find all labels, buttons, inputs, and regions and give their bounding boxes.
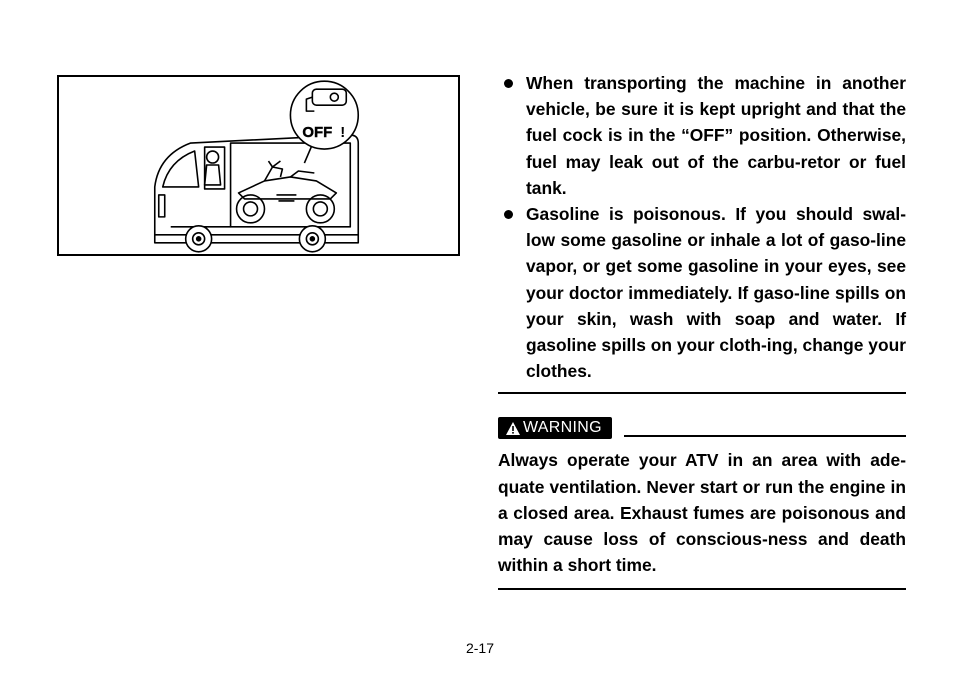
warning-triangle-icon [506,422,520,435]
bullet-icon [504,79,513,88]
list-item [498,70,906,201]
warning-badge [498,417,612,439]
bullet-text: Gasoline is poisonous. If you should swal-low some gasoline or inhale a lot of gaso-line vapor, or get some gasoline in your eyes, see your doctor immediately. If gaso-line spills on your skin, wash with soap and water. If gasoline spills on your cloth-ing, change your clothes. [526,204,906,382]
warning-rule [624,435,906,437]
exclamation-icon: ! [340,124,346,142]
off-callout-label: OFF [302,124,333,142]
text-column [498,70,906,590]
warning-label: WARNING [523,419,602,437]
transport-illustration [57,75,460,256]
bullet-icon [504,210,513,219]
warning-header [498,417,906,439]
van-with-atv-image [59,77,458,254]
list-item [498,201,906,384]
warning-text: Always operate your ATV in an area with ade-quate ventilation. Never start or run the engine in a closed area. Exhaust fumes are poisonous and may cause loss of conscious-ness and death within a short time. [498,450,906,576]
page-number: 2-17 [465,640,495,656]
caution-list [498,70,906,384]
divider [498,392,906,394]
divider [498,588,906,590]
bullet-text: When transporting the machine in another vehicle, be sure it is kept upright and that the fuel cock is in the “OFF” position. Otherwise, fuel may leak out of the carbu-retor or fuel tank. [526,73,906,198]
